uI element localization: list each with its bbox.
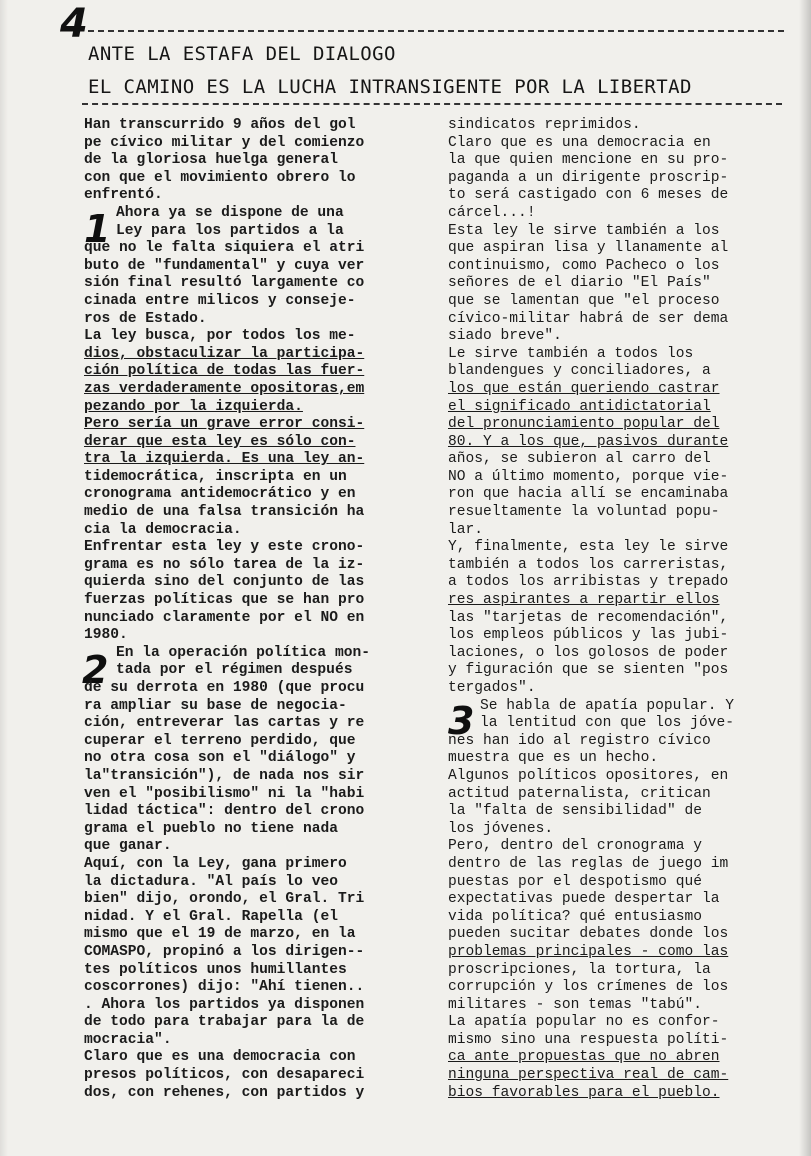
text-line: Ley para los partidos a la	[116, 222, 344, 239]
text-line: Pero, dentro del cronograma y	[448, 838, 702, 855]
text-line: pezando por la izquierda.	[84, 398, 303, 415]
text-line: cívico-militar habrá de ser dema	[448, 310, 729, 327]
text-line: mismo que el 19 de marzo, en la	[84, 926, 356, 943]
dashed-rule-bottom	[82, 103, 782, 105]
text-line: laciones, o los golosos de poder	[448, 644, 729, 661]
text-line: de la gloriosa huelga general	[84, 152, 338, 169]
text-line: . Ahora los partidos ya disponen	[84, 996, 365, 1013]
text-line: Se habla de apatía popular. Y	[480, 697, 734, 714]
text-line: que aspiran lisa y llanamente al	[448, 240, 729, 257]
text-line: nes han ido al registro cívico	[448, 732, 711, 749]
text-line: que se lamentan que "el proceso	[448, 292, 720, 309]
text-line: proscripciones, la tortura, la	[448, 961, 711, 978]
text-line: ninguna perspectiva real de cam-	[448, 1067, 729, 1084]
text-line: lidad táctica": dentro del crono	[84, 803, 365, 820]
text-line: que no le falta siquiera el atri	[84, 240, 365, 257]
page-number: 4	[60, 1, 88, 47]
text-line: mismo sino una respuesta políti-	[448, 1031, 729, 1048]
text-line: tra la izquierda. Es una ley an-	[84, 451, 365, 468]
text-line: lar.	[448, 521, 484, 538]
text-line: tes políticos unos humillantes	[84, 961, 347, 978]
text-line: siado breve".	[448, 328, 562, 345]
text-line: continuismo, como Pacheco o los	[448, 257, 720, 274]
text-line: cia la democracia.	[84, 521, 242, 538]
text-line: muestra que es un hecho.	[448, 750, 659, 767]
text-line: Algunos políticos opositores, en	[448, 767, 729, 784]
headline-line-1: ANTE LA ESTAFA DEL DIALOGO	[88, 43, 396, 65]
text-line: dentro de las reglas de juego im	[448, 855, 729, 872]
page-edge-shadow	[799, 0, 811, 1156]
text-line: actitud paternalista, critican	[448, 785, 711, 802]
text-line: to será castigado con 6 meses de	[448, 187, 729, 204]
text-line: los empleos públicos y las jubi-	[448, 627, 729, 644]
text-line: cronograma antidemocrático y en	[84, 486, 356, 503]
text-line: La apatía popular no es confor-	[448, 1014, 720, 1031]
text-line: dos, con rehenes, con partidos y	[84, 1084, 365, 1101]
text-line: la lentitud con que los jóve-	[480, 715, 734, 732]
text-line: medio de una falsa transición ha	[84, 504, 365, 521]
text-line: de su derrota en 1980 (que procu	[84, 680, 365, 696]
text-line: Ahora ya se dispone de una	[116, 204, 344, 221]
text-line: expectativas puede despertar la	[448, 891, 720, 908]
text-line: Esta ley le sirve también a los	[448, 222, 720, 239]
text-line: problemas principales - como las	[448, 943, 729, 960]
text-line: el significado antidictatorial	[448, 398, 711, 415]
text-line: coscorrones) dijo: "Ahí tienen..	[84, 979, 365, 996]
page-spine-shadow	[0, 0, 8, 1156]
text-line: tada por el régimen después	[116, 662, 353, 679]
text-line: cinada entre milicos y conseje-	[84, 292, 356, 309]
text-line: pe cívico militar y del comienzo	[84, 134, 365, 151]
text-line: cárcel...!	[448, 204, 536, 221]
text-line: sindicatos reprimidos.	[448, 117, 641, 133]
text-line: las "tarjetas de recomendación",	[448, 609, 729, 626]
text-line: ción, entreverar las cartas y re	[84, 715, 365, 732]
text-line: corrupción y los crímenes de los	[448, 979, 729, 996]
text-line: Enfrentar esta ley y este crono-	[84, 539, 365, 556]
text-line: vida política? qué entusiasmo	[448, 908, 702, 925]
text-line: grama es no sólo tarea de la iz-	[84, 556, 365, 573]
text-line: Y, finalmente, esta ley le sirve	[448, 539, 729, 556]
text-line: Pero sería un grave error consi-	[84, 416, 365, 433]
text-line: no otra cosa son el "diálogo" y	[84, 750, 356, 767]
text-line: resueltamente la voluntad popu-	[448, 504, 720, 521]
text-line: La ley busca, por todos los me-	[84, 328, 356, 345]
text-line: grama el pueblo no tiene nada	[84, 820, 338, 837]
text-line: y figuración que se sienten "pos	[448, 662, 729, 679]
text-line: ron que hacia allí se encaminaba	[448, 486, 729, 503]
text-line: zas verdaderamente opositoras,em	[84, 380, 365, 397]
text-line: la "falta de sensibilidad" de	[448, 803, 702, 820]
text-line: res aspirantes a repartir ellos	[448, 592, 720, 609]
text-line: bios favorables para el pueblo.	[448, 1084, 720, 1101]
text-line: presos políticos, con desapareci	[84, 1067, 365, 1084]
text-line: Han transcurrido 9 años del gol	[84, 117, 356, 133]
text-line: 1980.	[84, 627, 128, 644]
text-line: Claro que es una democracia en	[448, 134, 711, 151]
text-line: sión final resultó largamente co	[84, 275, 365, 292]
text-line: pueden sucitar debates donde los	[448, 926, 729, 943]
text-line: fuerzas políticas que se han pro	[84, 592, 365, 609]
text-line: del pronunciamiento popular del	[448, 416, 720, 433]
text-line: enfrentó.	[84, 187, 163, 204]
headline-line-2: EL CAMINO ES LA LUCHA INTRANSIGENTE POR LA LIBERTAD	[88, 76, 692, 98]
text-line: Le sirve también a todos los	[448, 345, 694, 362]
text-line: NO a último momento, porque vie-	[448, 468, 729, 485]
text-line: blandengues y conciliadores, a	[448, 363, 711, 380]
section-numeral-2: 2	[82, 648, 109, 692]
text-line: Aquí, con la Ley, gana primero	[84, 855, 347, 872]
text-line: los que están queriendo castrar	[448, 380, 720, 397]
text-line: paganda a un dirigente proscrip-	[448, 169, 729, 186]
text-line: quierda sino del conjunto de las	[84, 574, 365, 591]
section-numeral-1: 1	[84, 207, 111, 251]
text-line: bien" dijo, orondo, el Gral. Tri	[84, 891, 365, 908]
text-line: cuperar el terreno perdido, que	[84, 732, 356, 749]
section-numeral-3: 3	[448, 699, 475, 743]
text-line: que ganar.	[84, 838, 172, 855]
text-line: ven el "posibilismo" ni la "habi	[84, 785, 365, 802]
text-line: Claro que es una democracia con	[84, 1049, 356, 1066]
text-line: de todo para trabajar para la de	[84, 1014, 365, 1031]
text-line: la dictadura. "Al país lo veo	[84, 873, 338, 890]
text-line: los jóvenes.	[448, 820, 554, 837]
article-column-right	[448, 117, 788, 1102]
text-line: COMASPO, propinó a los dirigen--	[84, 943, 365, 960]
text-line: derar que esta ley es sólo con-	[84, 433, 356, 450]
text-line: nunciado claramente por el NO en	[84, 609, 365, 626]
text-line: tergados".	[448, 680, 536, 696]
text-line: puestas por el despotismo qué	[448, 873, 702, 890]
text-line: 80. Y a los que, pasivos durante	[448, 433, 729, 450]
text-line: En la operación política mon-	[116, 644, 370, 661]
text-line: a todos los arribistas y trepado	[448, 574, 729, 591]
text-line: ra ampliar su base de negocia-	[84, 697, 347, 714]
text-line: señores de el diario "El País"	[448, 275, 711, 292]
text-line: también a todos los carreristas,	[448, 556, 729, 573]
text-line: ca ante propuestas que no abren	[448, 1049, 720, 1066]
article-column-left	[84, 117, 426, 1102]
text-line: ción política de todas las fuer-	[84, 363, 365, 380]
text-line: ros de Estado.	[84, 310, 207, 327]
text-line: la que quien mencione en su pro-	[448, 152, 729, 169]
text-line: mocracia".	[84, 1031, 172, 1048]
text-line: con que el movimiento obrero lo	[84, 169, 356, 186]
text-line: años, se subieron al carro del	[448, 451, 711, 468]
text-line: la"transición"), de nada nos sir	[84, 767, 365, 784]
text-line: dios, obstaculizar la participa-	[84, 345, 365, 362]
text-line: tidemocrática, inscripta en un	[84, 468, 347, 485]
text-line: nidad. Y el Gral. Rapella (el	[84, 908, 338, 925]
text-line: militares - son temas "tabú".	[448, 996, 702, 1013]
dashed-rule-top	[88, 30, 784, 32]
text-line: buto de "fundamental" y cuya ver	[84, 257, 365, 274]
